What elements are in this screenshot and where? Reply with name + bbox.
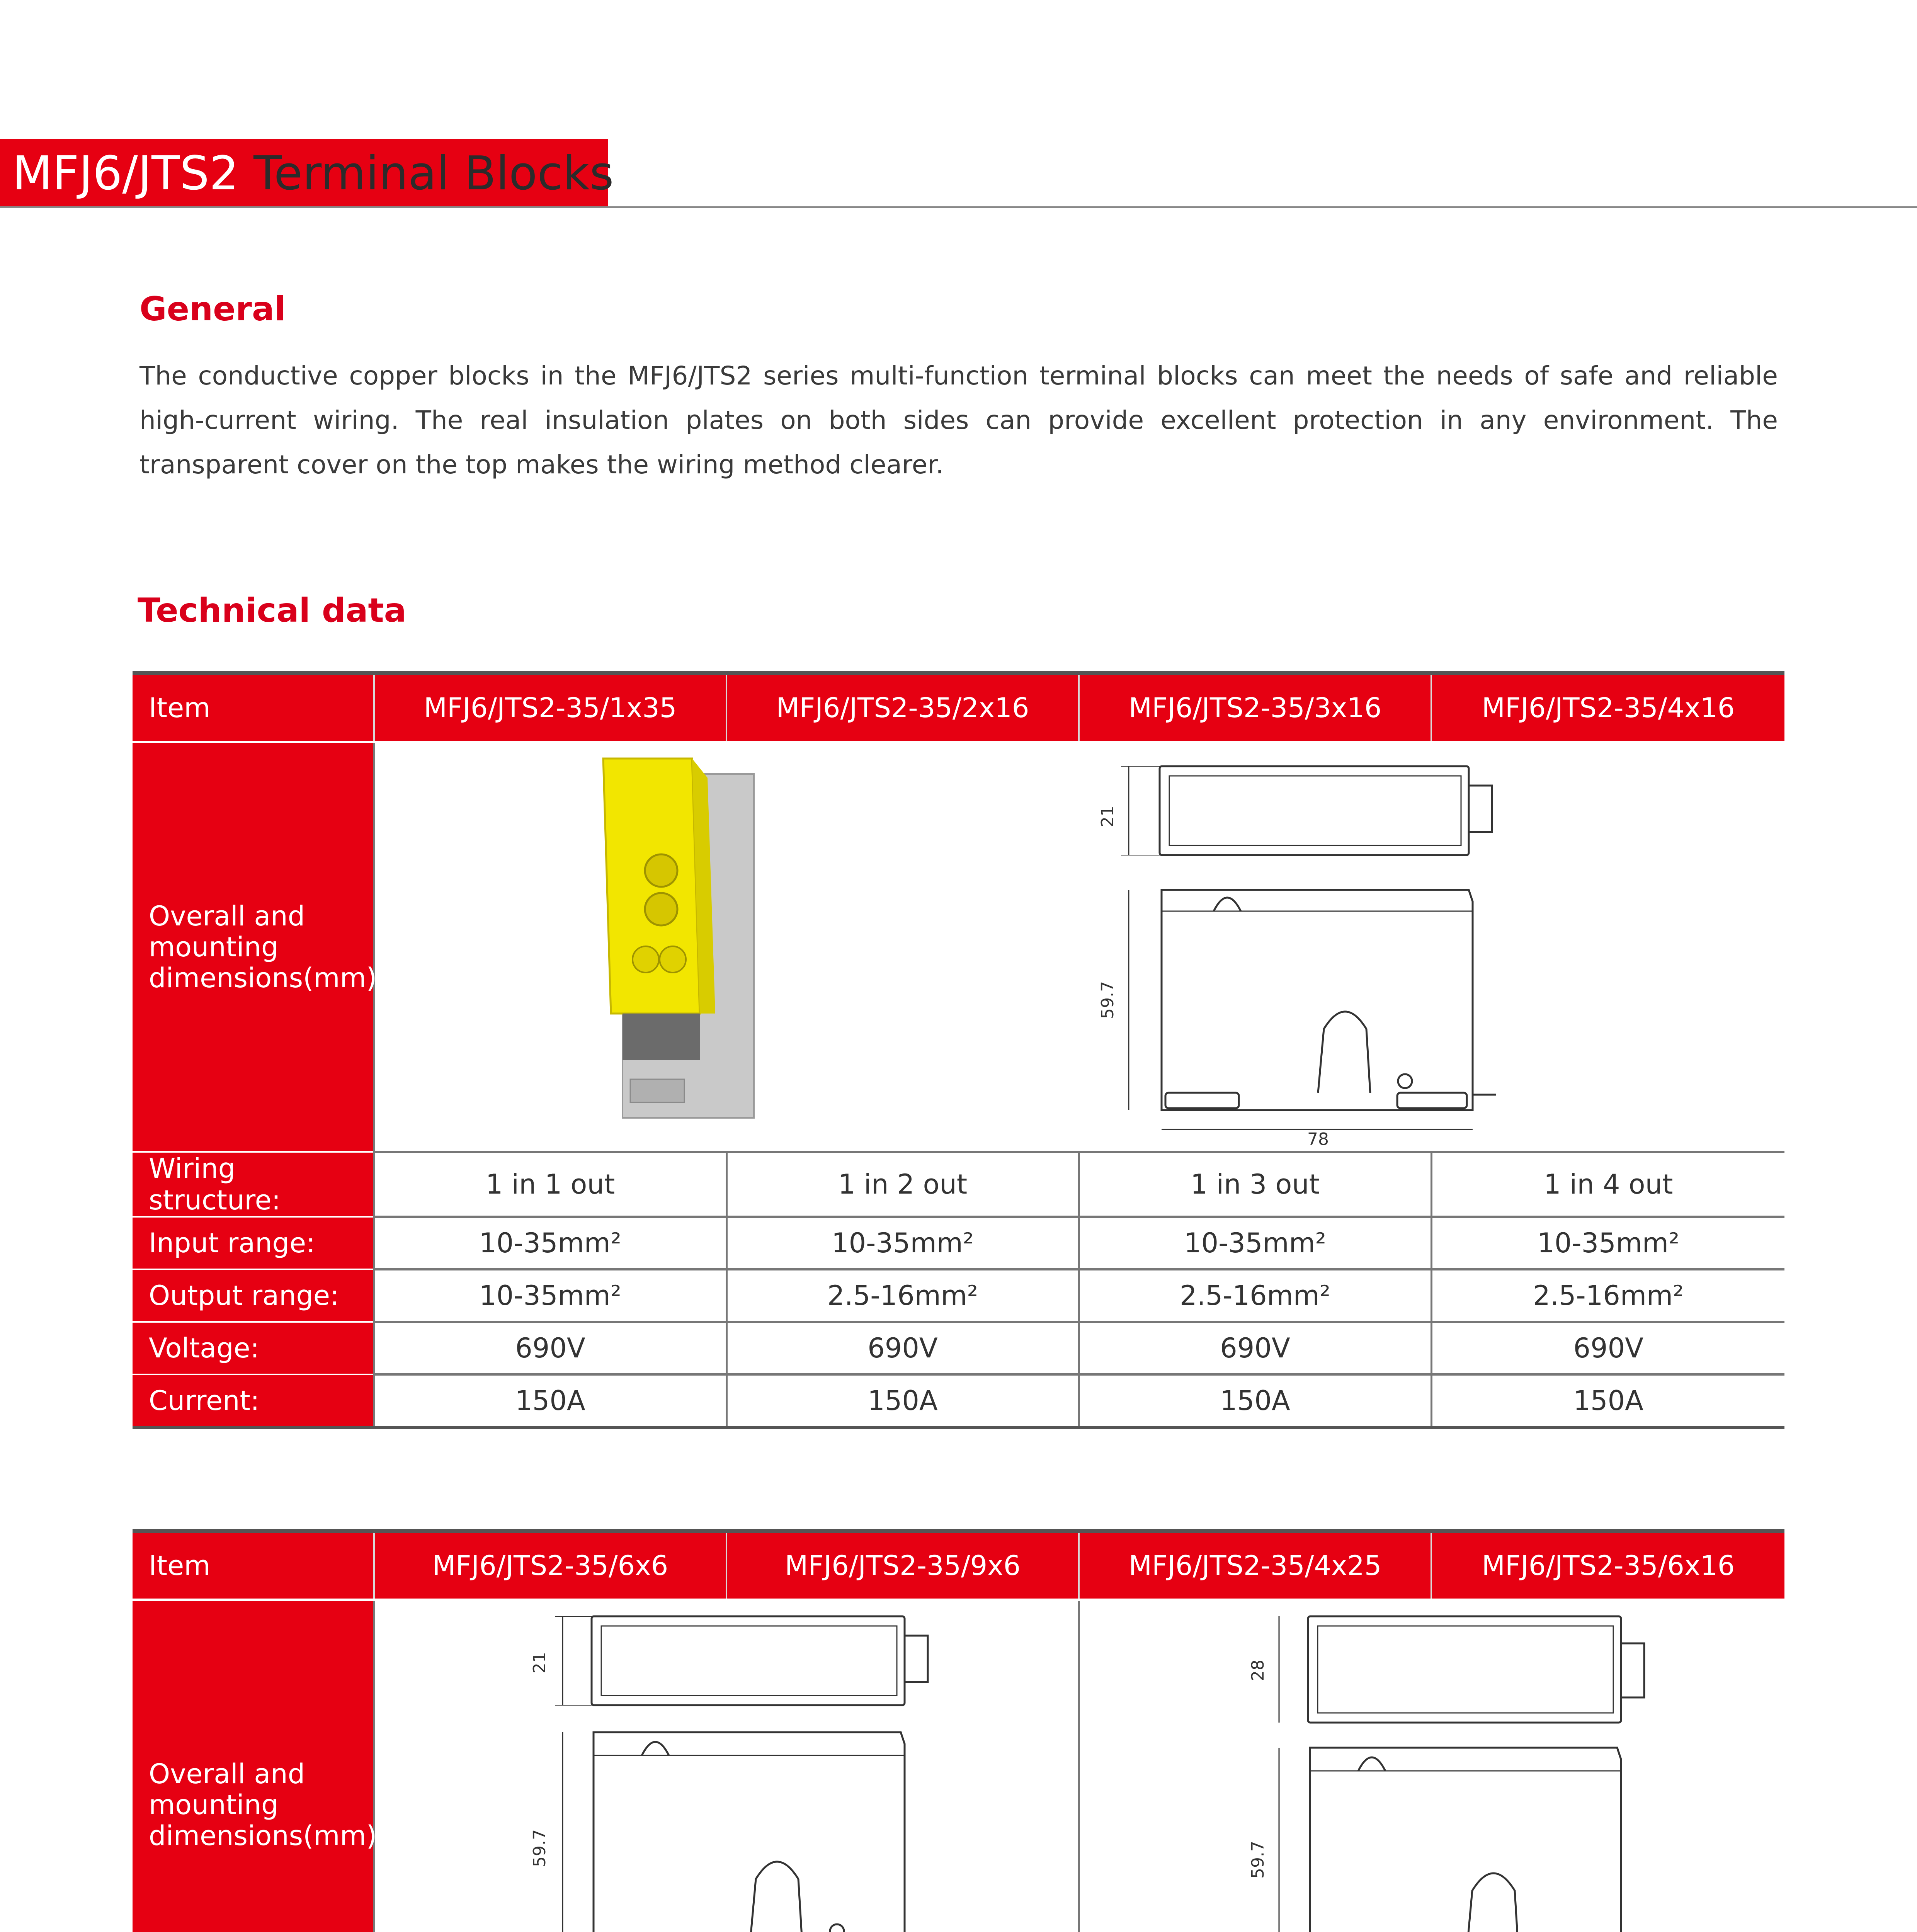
general-description: The conductive copper blocks in the MFJ6/JTS2 series multi-function terminal blocks can meet the needs of safe and reliable high-current wiring. The real insulation plates on both sides can provide excellent protection in any environment. The transparent cover on the top makes the wiring method clearer. <box>139 361 1778 480</box>
dim-height-top: 21 <box>1097 806 1118 827</box>
terminal-block-photo <box>603 759 754 1118</box>
dim-height-top: 21 <box>529 1652 549 1673</box>
input-value: 10-35mm² <box>374 1217 726 1269</box>
dimensions-label: Overall and mounting dimensions(mm) <box>133 1600 374 1932</box>
page-title <box>12 143 614 205</box>
model-header: MFJ6/JTS2-35/6x6 <box>374 1531 726 1600</box>
output-value: 2.5-16mm² <box>726 1269 1079 1322</box>
spec-table-1 <box>133 671 1784 1429</box>
dim-height-top: 28 <box>1248 1660 1268 1681</box>
general-heading: General <box>139 290 286 328</box>
dim-height-front: 59.7 <box>1248 1841 1268 1879</box>
dim-height-front: 59.7 <box>1097 981 1118 1019</box>
wiring-value: 1 in 1 out <box>374 1152 726 1217</box>
front-view-drawing <box>1279 1748 1644 1932</box>
model-header: MFJ6/JTS2-35/4x25 <box>1079 1531 1431 1600</box>
current-value: 150A <box>1079 1374 1431 1427</box>
dimension-figure-right <box>1079 1600 1784 1932</box>
top-view-drawing <box>555 1616 928 1705</box>
top-view-drawing <box>1121 766 1492 855</box>
voltage-label: Voltage: <box>133 1322 374 1374</box>
voltage-value: 690V <box>726 1322 1079 1374</box>
current-value: 150A <box>374 1374 726 1427</box>
current-label: Current: <box>133 1374 374 1427</box>
input-value: 10-35mm² <box>1079 1217 1431 1269</box>
dimension-figures <box>374 742 1784 1152</box>
wiring-value: 1 in 4 out <box>1431 1152 1784 1217</box>
figure-right-svg <box>1080 1601 1786 1932</box>
current-value: 150A <box>726 1374 1079 1427</box>
dim-height-front: 59.7 <box>529 1829 549 1867</box>
model-header: MFJ6/JTS2-35/3x16 <box>1079 673 1431 742</box>
model-header: MFJ6/JTS2-35/4x16 <box>1431 673 1784 742</box>
voltage-value: 690V <box>374 1322 726 1374</box>
input-label: Input range: <box>133 1217 374 1269</box>
technical-heading: Technical data <box>138 591 407 630</box>
top-view-drawing <box>1279 1616 1644 1723</box>
spec-table-2 <box>133 1529 1784 1932</box>
input-value: 10-35mm² <box>1431 1217 1784 1269</box>
front-view-drawing <box>563 1732 928 1932</box>
output-value: 2.5-16mm² <box>1431 1269 1784 1322</box>
front-view-drawing <box>1129 890 1496 1129</box>
title-rule <box>0 206 1917 208</box>
dimension-figure-left <box>374 1600 1079 1932</box>
wiring-label: Wiring structure: <box>133 1152 374 1217</box>
voltage-value: 690V <box>1079 1322 1431 1374</box>
output-value: 2.5-16mm² <box>1079 1269 1431 1322</box>
model-header: MFJ6/JTS2-35/1x35 <box>374 673 726 742</box>
wiring-value: 1 in 2 out <box>726 1152 1079 1217</box>
wiring-value: 1 in 3 out <box>1079 1152 1431 1217</box>
current-value: 150A <box>1431 1374 1784 1427</box>
item-label: Item <box>133 1531 374 1600</box>
title-product: Terminal Blocks <box>253 147 614 201</box>
model-header: MFJ6/JTS2-35/9x6 <box>726 1531 1079 1600</box>
item-label: Item <box>133 673 374 742</box>
model-header: MFJ6/JTS2-35/6x16 <box>1431 1531 1784 1600</box>
figure-left-svg <box>375 1601 1080 1932</box>
dimensions-label: Overall and mounting dimensions(mm) <box>133 742 374 1152</box>
output-label: Output range: <box>133 1269 374 1322</box>
output-value: 10-35mm² <box>374 1269 726 1322</box>
voltage-value: 690V <box>1431 1322 1784 1374</box>
dim-width: 78 <box>1307 1129 1329 1149</box>
model-header: MFJ6/JTS2-35/2x16 <box>726 673 1079 742</box>
input-value: 10-35mm² <box>726 1217 1079 1269</box>
title-series: MFJ6/JTS2 <box>12 147 239 201</box>
figures-svg <box>375 743 1786 1151</box>
